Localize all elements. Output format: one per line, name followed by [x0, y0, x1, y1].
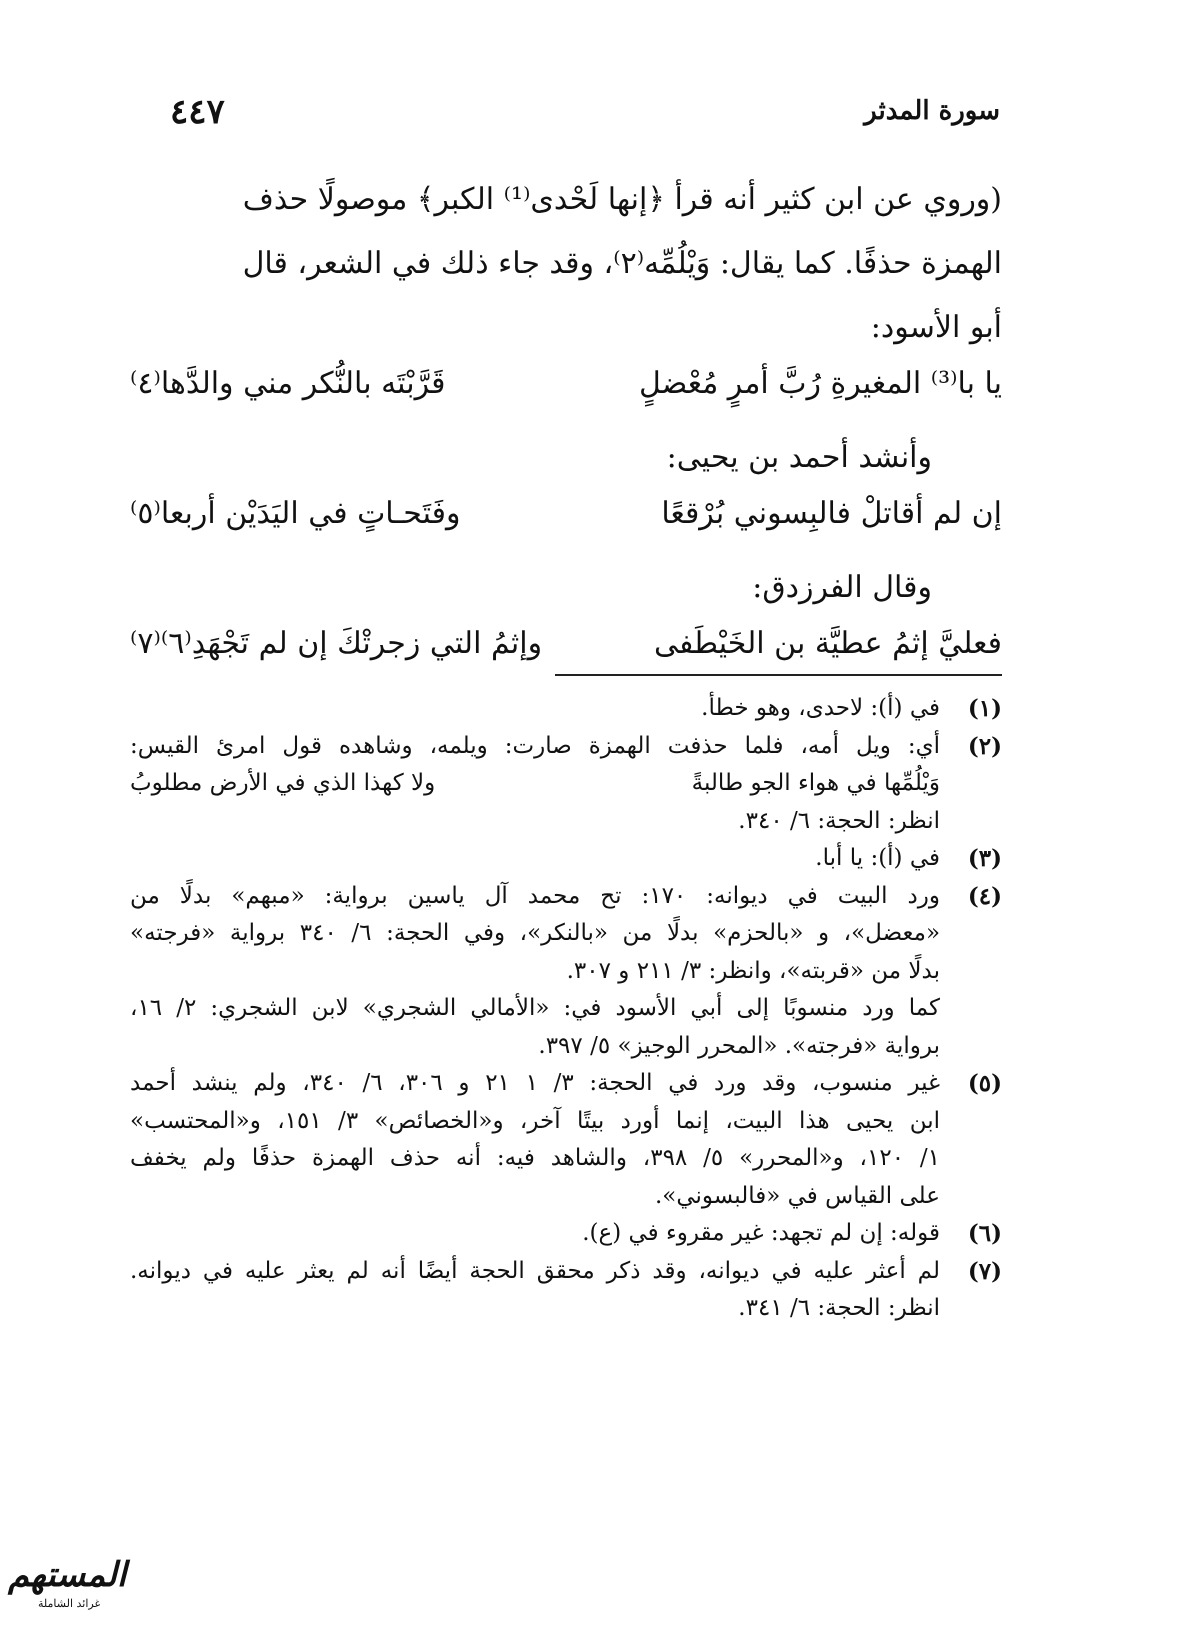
footnote-line: برواية «فرجته». «المحرر الوجيز» ٥/ ٣٩٧. — [538, 1032, 940, 1059]
footnote-number: (٥) — [967, 1070, 1002, 1097]
footnote-1 — [130, 690, 1002, 728]
footnote-verse — [130, 765, 940, 803]
footnote-number: (١) — [967, 695, 1002, 722]
verse-second-hemistich: وفَتَحـاتٍ في اليَدَيْن أربعا⁽٥⁾ — [130, 496, 461, 531]
footnote-number: (٢) — [967, 732, 1002, 760]
footnote-line: قوله: إن لم تجهد: غير مقروء في (ع). — [582, 1220, 940, 1246]
footnote-number: (٣) — [967, 845, 1002, 872]
footnote-line: «معضل»، و «بالحزم» بدلًا من «بالنكر»، وفي الحجة: ٦/ ٣٤٠ برواية «فرجته» — [130, 920, 941, 946]
footnote-7 — [130, 1253, 1002, 1328]
footnote-line: ١/ ١٢٠، و«المحرر» ٥/ ٣٩٨، والشاهد فيه: أنه حذف الهمزة حذفًا ولم يخفف — [130, 1145, 941, 1171]
poetry-verse-3 — [130, 620, 1002, 686]
footnotes — [130, 690, 1002, 1328]
footnote-number: (٤) — [967, 882, 1002, 910]
page-header — [170, 92, 1000, 142]
verse-first-hemistich: يا با⁽³⁾ المغيرةِ رُبَّ أمرٍ مُعْضلٍ — [638, 366, 1002, 401]
main-line: الهمزة حذفًا. كما يقال: وَيْلُمِّه⁽٢⁾، وقد جاء ذلك في الشعر، قال — [242, 246, 1002, 281]
footnote-5 — [130, 1065, 1002, 1215]
logo-subtext: غرائد الشاملة — [38, 1597, 101, 1610]
verse-second-hemistich: قَرَّبْتَه بالنُّكر مني والدَّها⁽٤⁾ — [130, 366, 446, 401]
poetry-verse-1 — [130, 360, 1002, 426]
verse-second-hemistich: ولا كهذا الذي في الأرض مطلوبُ — [130, 770, 436, 796]
footnote-6 — [130, 1215, 1002, 1253]
footnote-line: بدلًا من «قربته»، وانظر: ٣/ ٢١١ و ٣٠٧. — [566, 957, 940, 984]
verse-first-hemistich: فعليَّ إثمُ عطيَّة بن الخَيْطَفى — [653, 626, 1002, 661]
page-number: ٤٤٧ — [170, 92, 225, 132]
footnote-3 — [130, 840, 1002, 878]
footnote-divider — [555, 674, 1002, 676]
footnote-line: كما ورد منسوبًا إلى أبي الأسود في: «الأمالي الشجري» لابن الشجري: ٢/ ١٦، — [130, 995, 940, 1021]
footnote-4 — [130, 878, 1002, 1066]
verse-second-hemistich: وإثمُ التي زجرتْكَ إن لم تَجْهَدِ⁽٦⁾⁽٧⁾ — [130, 626, 543, 661]
main-text — [130, 168, 1002, 686]
surah-title: سورة المدثر — [864, 96, 1000, 126]
footnote-line: غير منسوب، وقد ورد في الحجة: ٣/ ١ ٢١ و ٣٠٦، ٦/ ٣٤٠، ولم ينشد أحمد — [130, 1070, 941, 1096]
footnote-2 — [130, 728, 1002, 841]
watermark-logo — [8, 1555, 127, 1615]
footnote-line: في (أ): لاحدى، وهو خطأ. — [701, 695, 940, 721]
logo-text: المستهم — [8, 1555, 127, 1595]
main-line: (وروي عن ابن كثير أنه قرأ ﴿إنها لَحْدى⁽¹⁾ الكبر﴾ موصولًا حذف — [242, 182, 1002, 217]
footnote-number: (٦) — [967, 1220, 1002, 1247]
footnote-line: أي: ويل أمه، فلما حذفت الهمزة صارت: ويلمه، وشاهده قول امرئ القيس: — [130, 732, 940, 759]
footnote-line: على القياس في «فالبسوني». — [654, 1182, 940, 1209]
footnote-line: انظر: الحجة: ٦/ ٣٤٠. — [738, 807, 940, 834]
footnote-number: (٧) — [967, 1257, 1002, 1285]
footnote-line: ابن يحيى هذا البيت، إنما أورد بيتًا آخر، و«الخصائص» ٣/ ١٥١، و«المحتسب» — [130, 1107, 940, 1134]
footnote-line: لم أعثر عليه في ديوانه، وقد ذكر محقق الحجة أيضًا أنه لم يعثر عليه في ديوانه. — [130, 1257, 940, 1284]
main-line: أبو الأسود: — [870, 310, 1002, 345]
footnote-line: انظر: الحجة: ٦/ ٣٤١. — [738, 1295, 940, 1321]
footnote-line: في (أ): يا أبا. — [815, 845, 940, 871]
verse-first-hemistich: إن لم أقاتلْ فالبِسوني بُرْقعًا — [661, 496, 1002, 531]
footnote-line: ورد البيت في ديوانه: ١٧٠: تح محمد آل ياسين برواية: «مبهم» بدلًا من — [130, 882, 940, 909]
verse-first-hemistich: وَيْلُمِّها في هواء الجو طالبةً — [691, 770, 940, 796]
poetry-verse-2 — [130, 490, 1002, 556]
verse-intro: وأنشد أحمد بن يحيى: — [666, 440, 932, 475]
verse-intro: وقال الفرزدق: — [752, 570, 932, 605]
